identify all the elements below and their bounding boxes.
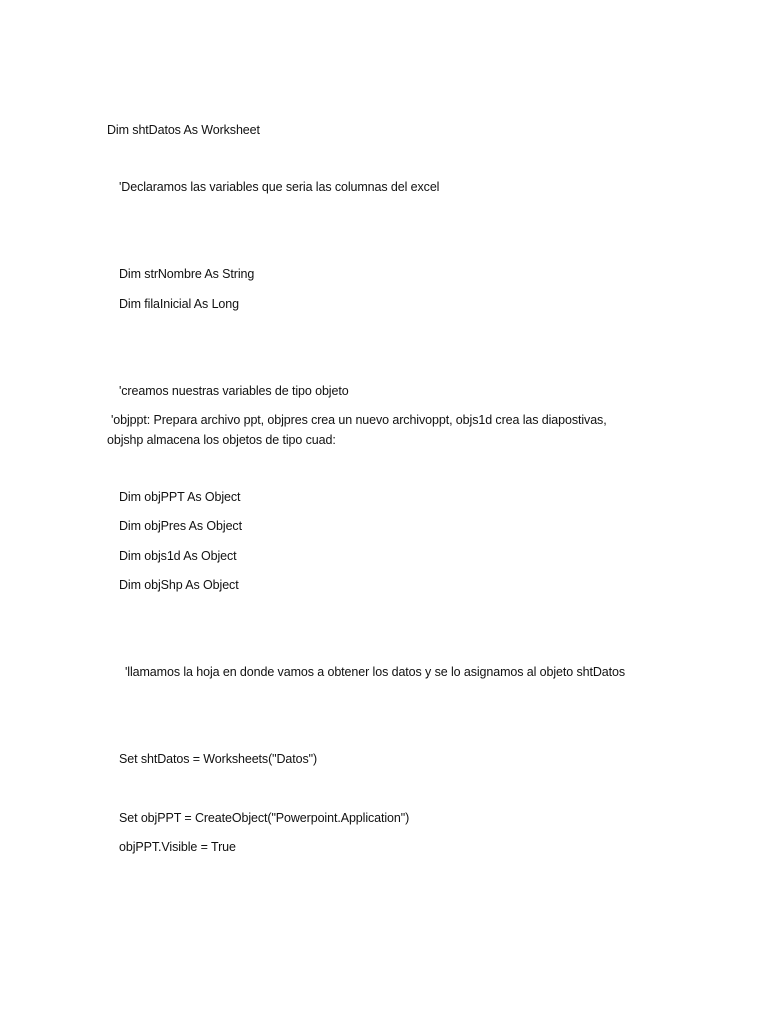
comment-paragraph-objppt <box>107 410 647 450</box>
code-line-dim-objpres: Dim objPres As Object <box>119 519 242 533</box>
code-line-dim-objs1d: Dim objs1d As Object <box>119 549 237 563</box>
comment-line-objppt-part1: 'objppt: Prepara archivo ppt, objpres crea un nuevo archivoppt, objs1d crea las diapostivas, <box>111 413 607 427</box>
code-line-dim-strnombre: Dim strNombre As String <box>119 267 255 281</box>
comment-line-objppt-part2: objshp almacena los objetos de tipo cuad: <box>107 433 336 447</box>
comment-line-creamos: 'creamos nuestras variables de tipo objeto <box>119 384 349 398</box>
code-line-dim-shtdatos: Dim shtDatos As Worksheet <box>107 123 260 137</box>
comment-line-declaramos: 'Declaramos las variables que seria las columnas del excel <box>119 180 440 194</box>
code-line-dim-objppt: Dim objPPT As Object <box>119 490 241 504</box>
code-line-set-shtdatos: Set shtDatos = Worksheets("Datos") <box>119 752 318 766</box>
code-line-objppt-visible: objPPT.Visible = True <box>119 840 236 854</box>
code-line-set-objppt: Set objPPT = CreateObject("Powerpoint.Application") <box>119 811 410 825</box>
comment-line-llamamos: 'llamamos la hoja en donde vamos a obtener los datos y se lo asignamos al objeto shtDatos <box>125 665 626 679</box>
code-line-dim-filainicial: Dim filaInicial As Long <box>119 297 239 311</box>
code-line-dim-objshp: Dim objShp As Object <box>119 578 239 592</box>
